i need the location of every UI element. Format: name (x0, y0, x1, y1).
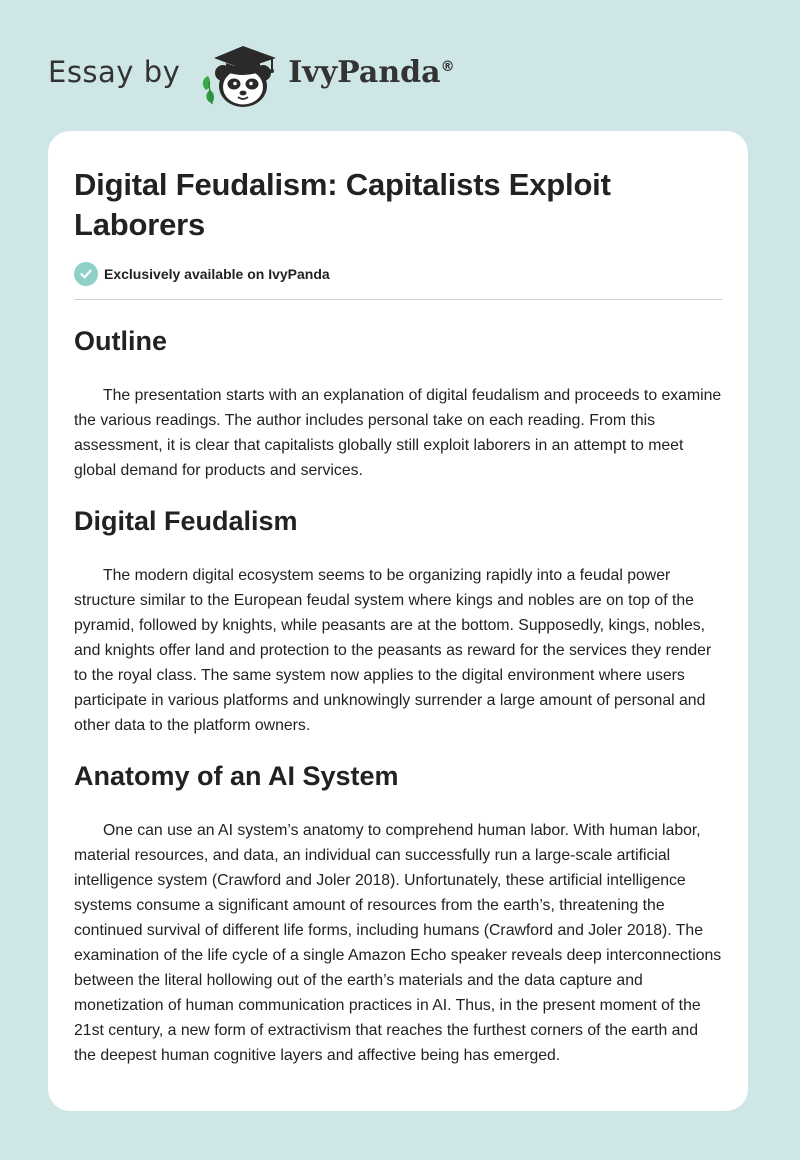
essay-by-label: Essay by (48, 55, 181, 89)
section-heading: Digital Feudalism (74, 506, 298, 536)
section-heading: Anatomy of an AI System (74, 761, 399, 791)
badge-text: Exclusively available on IvyPanda (104, 266, 330, 282)
section-paragraph: The presentation starts with an explanation of digital feudalism and proceeds to examine the various readings. The author includes personal take on each reading. From this assessment, it is clear that capitalists globally still exploit laborers in an attempt to meet global demand for products and services. (74, 387, 722, 479)
section-paragraph: The modern digital ecosystem seems to be organizing rapidly into a feudal power structure similar to the European feudal system where kings and nobles are on top of the pyramid, followed by knights, while peasants are at the bottom. Supposedly, kings, nobles, and knights offer land and protection to the peasants as reward for the services they render to the royal class. The same system now applies to the digital environment where users participate in various platforms and unknowingly surrender a large amount of personal and other data to the platform owners. (74, 567, 712, 734)
brand-name[interactable]: IvyPanda® (288, 54, 455, 90)
check-circle-icon (74, 262, 98, 286)
section-heading: Outline (74, 326, 167, 356)
article-card (48, 131, 748, 1111)
section-paragraph: One can use an AI system’s anatomy to comprehend human labor. With human labor, material resources, and data, an individual can successfully run a large-scale artificial intelligence system (Crawford and Joler 2018). Unfortunately, these artificial intelligence systems consume a significant amount of resources from the earth’s, threatening the continued survival of different life forms, including humans (Crawford and Joler 2018). The examination of the life cycle of a single Amazon Echo speaker reveals deep interconnections between the literal hollowing out of the earth’s materials and the data capture and monetization of human communication practices in AI. Thus, in the present moment of the 21st century, a new form of extractivism that reaches the furthest corners of the earth and the deepest human cognitive layers and affective being has emerged. (74, 822, 722, 1064)
site-header (48, 36, 455, 108)
panda-logo-icon[interactable] (196, 36, 286, 108)
exclusive-badge (74, 261, 722, 287)
registered-mark: ® (440, 58, 455, 75)
section-outline (74, 324, 722, 483)
section-digital-feudalism (74, 504, 722, 738)
article-title: Digital Feudalism: Capitalists Exploit Laborers (74, 167, 611, 242)
section-anatomy-ai-system (74, 759, 722, 1068)
divider (74, 299, 722, 300)
